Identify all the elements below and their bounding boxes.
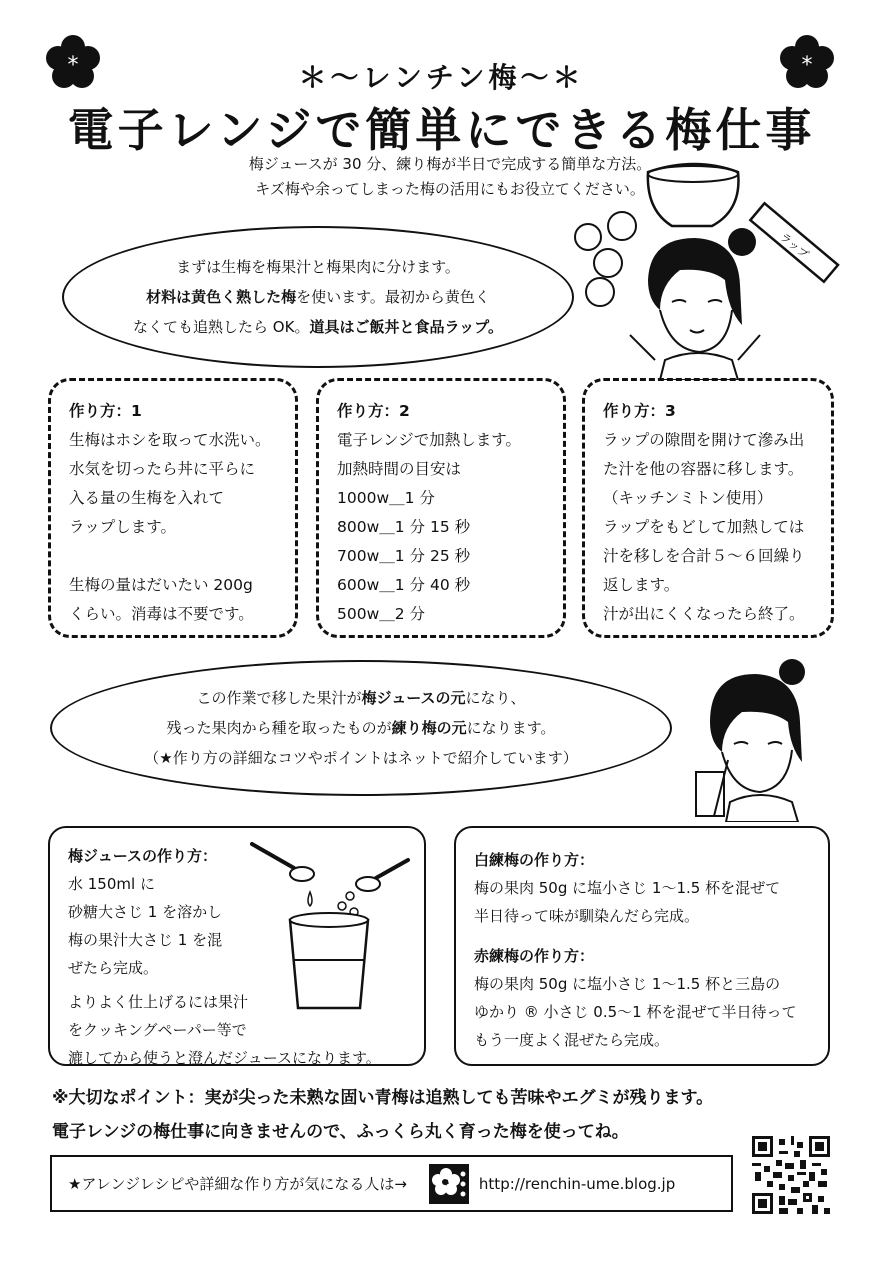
intro-line-1: 梅ジュースが 30 分、練り梅が半日で完成する簡単な方法。 [248,155,652,173]
neri-ume-recipe-box [454,826,830,1066]
speech-bubble-1 [62,226,574,368]
footer-text: ★アレンジレシピや詳細な作り方が気になる人は→ [68,1175,407,1193]
step-line: ラップします。 [69,518,176,536]
speech-bubble-2 [50,660,672,796]
speech1-line1: まずは生梅を梅果汁と梅果肉に分けます。 [176,258,460,276]
step-line: 入る量の生梅を入れて [69,489,225,507]
step-line [69,542,277,571]
juice-heading: 梅ジュースの作り方： [68,847,217,865]
step-line: 1000w＿1 分 [337,489,435,507]
step-line: （キッチンミトン使用） [603,489,773,507]
svg-text:ラップ: ラップ [777,230,811,262]
intro-line-2: キズ梅や余ってしまった梅の活用にもお役立てください。 [255,180,645,198]
step-line: 汁が出にくくなったら終了。 [603,605,805,623]
step-line: 加熱時間の目安は [337,460,462,478]
plum-icon [575,224,601,250]
white-neri-line: 半日待って味が馴染んだら完成。 [474,907,700,925]
step-line: 600w＿1 分 40 秒 [337,576,471,594]
footer-link-box [50,1155,733,1212]
page-title: 電子レンジで簡単にできる梅仕事 [67,103,816,157]
important-note [52,1081,842,1149]
bowl-icon [648,164,739,226]
subtitle: ＊～レンチン梅～＊ [298,61,585,94]
juice-tip-line: をクッキングペーパー等で [68,1021,247,1039]
glass-icon [290,920,368,1008]
white-neri-heading: 白練梅の作り方： [474,851,595,869]
step-heading: 作り方：2 [337,402,410,420]
step-line: 500w＿2 分 [337,605,426,623]
svg-text:*: * [67,53,79,78]
step-line: 汁を移しを合計５～６回繰り [603,547,805,565]
red-neri-line: もう一度よく混ぜたら完成。 [474,1031,670,1049]
svg-text:*: * [801,53,813,78]
step-line: た汁を他の容器に移します。 [603,460,804,478]
step-line: 生梅はホシを取って水洗い。 [69,431,271,449]
speech2-line3: （★作り方の詳細なコツやポイントはネットで紹介しています） [144,749,578,767]
juice-line: ぜたら完成。 [68,959,159,977]
illustration-bowl-girl [560,160,870,380]
step-card-3 [582,378,834,638]
qr-code[interactable] [752,1136,830,1214]
step-card-1 [48,378,298,638]
juice-line: 砂糖大さじ 1 を溶かし [68,903,223,921]
step-heading: 作り方：3 [603,402,676,420]
step-card-2 [316,378,566,638]
speech2-line2: 残った果肉から種を取ったものが練り梅の元になります。 [166,719,556,737]
step-line: 生梅の量はだいたい 200g [69,576,253,594]
juice-tip-line: よりよく仕上げるには果汁 [68,993,249,1011]
wrap-icon [750,203,838,282]
red-neri-line: ゆかり ® 小さじ 0.5～1 杯を混ぜて半日待って [474,1003,797,1021]
step-line: 700w＿1 分 25 秒 [337,547,471,565]
juice-line: 水 150ml に [68,875,155,893]
step-line: 電子レンジで加熱します。 [337,431,521,449]
spoon-icon [252,844,294,868]
juice-glass-illustration [250,838,420,1016]
blog-url-link[interactable]: http://renchin-ume.blog.jp [478,1174,676,1193]
girl-icon [630,228,760,380]
juice-line: 梅の果汁大さじ 1 を混 [68,931,223,949]
step-line: ラップをもどして加熱しては [603,518,805,536]
important-line-2: 電子レンジの梅仕事に向きませんので、ふっくら丸く育った梅を使ってね。 [52,1122,629,1142]
important-line-1: ※大切なポイント：実が尖った未熟な固い青梅は追熟しても苦味やエグミが残ります。 [52,1088,714,1108]
step-line: 800w＿1 分 15 秒 [337,518,471,536]
step-line: くらい。消毒は不要です。 [69,605,254,623]
speech1-line2: 材料は黄色く熟した梅を使います。最初から黄色く [146,288,490,306]
white-neri-line: 梅の果肉 50g に塩小さじ 1～1.5 杯を混ぜて [474,879,781,897]
juice-tip-line: 漉してから使うと澄んだジュースになります。 [68,1049,381,1067]
blog-logo-icon [429,1164,469,1204]
girl-drinking-icon [680,652,820,822]
step-line: 水気を切ったら丼に平らに [69,460,256,478]
step-line: ラップの隙間を開けて滲み出 [603,431,805,449]
red-neri-heading: 赤練梅の作り方： [474,947,595,965]
step-line: 返します。 [603,576,680,594]
speech2-line1: この作業で移した果汁が梅ジュースの元になり、 [196,689,526,707]
red-neri-line: 梅の果肉 50g に塩小さじ 1～1.5 杯と三島の [474,975,781,993]
speech1-line3: なくても追熟したら OK。道具はご飯丼と食品ラップ。 [133,318,503,336]
step-heading: 作り方：1 [69,402,142,420]
